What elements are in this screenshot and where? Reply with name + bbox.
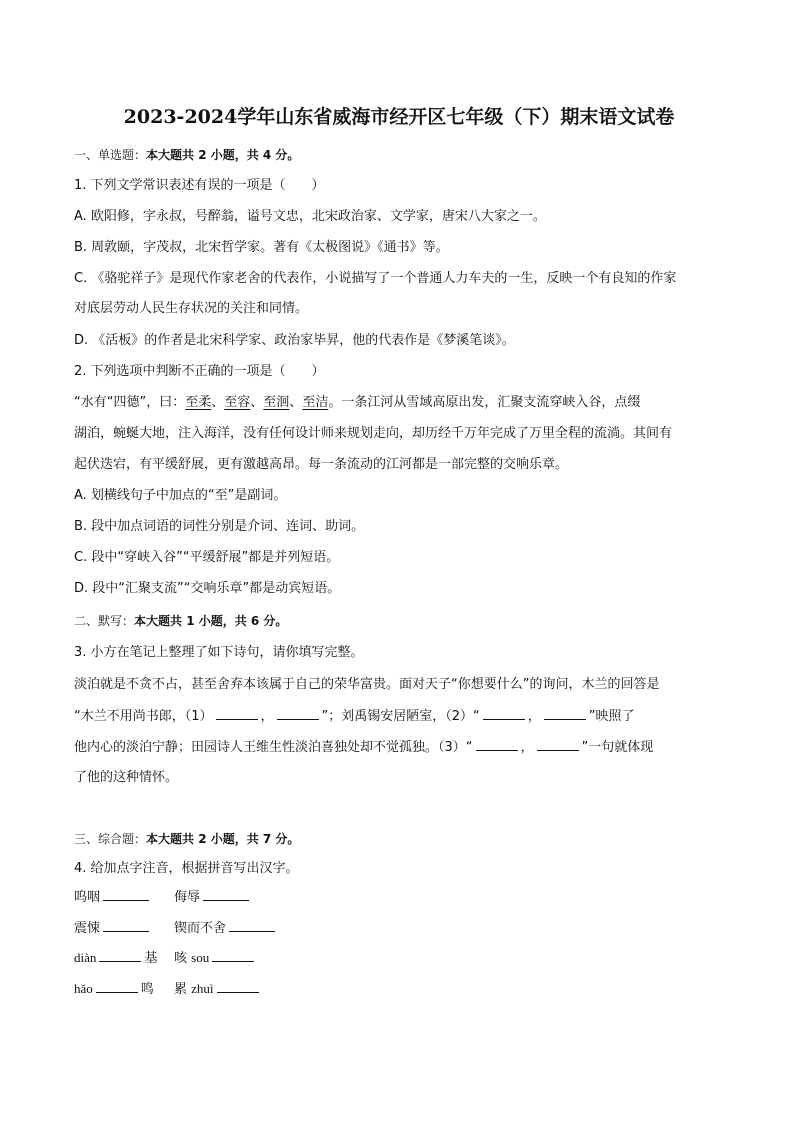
answer-blank[interactable] <box>216 706 258 720</box>
underlined-word: 至洁 <box>302 395 329 410</box>
question-4-row-4: hǎo 鸣 累 zhuì <box>74 979 154 1000</box>
page-title: 2023-2024学年山东省威海市经开区七年级（下）期末语文试卷 <box>123 106 675 128</box>
question-1-option-c-cont: 对底层劳动人民生存状况的关注和同情。 <box>74 301 309 316</box>
question-3-line-1: 淡泊就是不贪不占，甚至舍弃本该属于自己的荣华富贵。面对天子“你想要什么”的询问，木兰的回答是 <box>74 677 660 692</box>
question-4-row-3: diàn 基 咳 sou <box>74 948 157 969</box>
question-2-passage-line-1: “水有“四德”，曰：至柔、至容、至洄、至洁。一条江河从雪域高原出发，汇聚支流穿峡入谷，点缀 <box>74 395 641 410</box>
underlined-word: 至柔 <box>185 395 212 410</box>
question-2-passage-line-3: 起伏迭宕，有平缓舒展，更有激越高昂。每一条流动的江河都是一部完整的交响乐章。 <box>74 457 569 472</box>
question-1-option-b: B. 周敦颐，字茂叔，北宋哲学家。著有《太极图说》《通书》等。 <box>74 240 449 255</box>
question-2-option-a: A. 划横线句子中加点的“至”是副词。 <box>74 488 287 503</box>
question-3-line-2: “木兰不用尚书郎，（1） ， ”；刘禹锡安居陋室，（2）“ ， ”映照了 <box>74 706 635 727</box>
question-2-stem: 2. 下列选项中判断不正确的一项是（ ） <box>74 364 325 379</box>
question-1-option-d: D. 《活板》的作者是北宋科学家、政治家毕昇，他的代表作是《梦溪笔谈》。 <box>74 333 515 348</box>
question-2-option-c: C. 段中“穿峡入谷”“平缓舒展”都是并列短语。 <box>74 550 340 565</box>
answer-blank[interactable] <box>96 979 138 993</box>
question-4-stem: 4. 给加点字注音，根据拼音写出汉字。 <box>74 861 299 876</box>
question-2-option-d: D. 段中“汇聚支流”“交响乐章”都是动宾短语。 <box>74 581 341 596</box>
question-4-row-2: 震悚 锲而不舍 <box>74 918 152 939</box>
question-2-option-b: B. 段中加点词语的词性分别是介词、连词、助词。 <box>74 519 365 534</box>
underlined-word: 至洄 <box>263 395 290 410</box>
answer-blank[interactable] <box>229 918 275 932</box>
answer-blank[interactable] <box>103 887 149 901</box>
question-1-option-a: A. 欧阳修，字永叔，号醉翁，谥号文忠，北宋政治家、文学家，唐宋八大家之一。 <box>74 209 546 224</box>
answer-blank[interactable] <box>483 706 525 720</box>
section-header-comprehensive: 三、综合题：本大题共 2 小题，共 7 分。 <box>74 832 300 846</box>
question-3-stem: 3. 小方在笔记上整理了如下诗句，请你填写完整。 <box>74 645 364 660</box>
question-3-line-4: 了他的这种情怀。 <box>74 770 179 785</box>
question-2-passage-line-2: 湖泊，蜿蜒大地，注入海洋，没有任何设计师来规划走向，却历经千万年完成了万里全程的流淌。其间有 <box>74 426 673 441</box>
answer-blank[interactable] <box>212 948 254 962</box>
answer-blank[interactable] <box>217 979 259 993</box>
question-3-line-3: 他内心的淡泊宁静；田园诗人王维生性淡泊喜独处却不觉孤独。（3）“ ， ”一句就体现 <box>74 737 653 758</box>
answer-blank[interactable] <box>476 737 518 751</box>
section-header-dictation: 二、默写：本大题共 1 小题，共 6 分。 <box>74 614 288 628</box>
question-1-stem: 1. 下列文学常识表述有误的一项是（ ） <box>74 178 325 193</box>
answer-blank[interactable] <box>99 948 141 962</box>
answer-blank[interactable] <box>537 737 579 751</box>
answer-blank[interactable] <box>103 918 149 932</box>
answer-blank[interactable] <box>277 706 319 720</box>
question-4-row-1: 呜咽 侮辱 <box>74 887 152 908</box>
section-header-single-choice: 一、单选题：本大题共 2 小题，共 4 分。 <box>74 148 300 162</box>
answer-blank[interactable] <box>203 887 249 901</box>
question-1-option-c: C. 《骆驼祥子》是现代作家老舍的代表作，小说描写了一个普通人力车夫的一生，反映一个有良知的作家 <box>74 271 677 286</box>
underlined-word: 至容 <box>224 395 251 410</box>
answer-blank[interactable] <box>544 706 586 720</box>
